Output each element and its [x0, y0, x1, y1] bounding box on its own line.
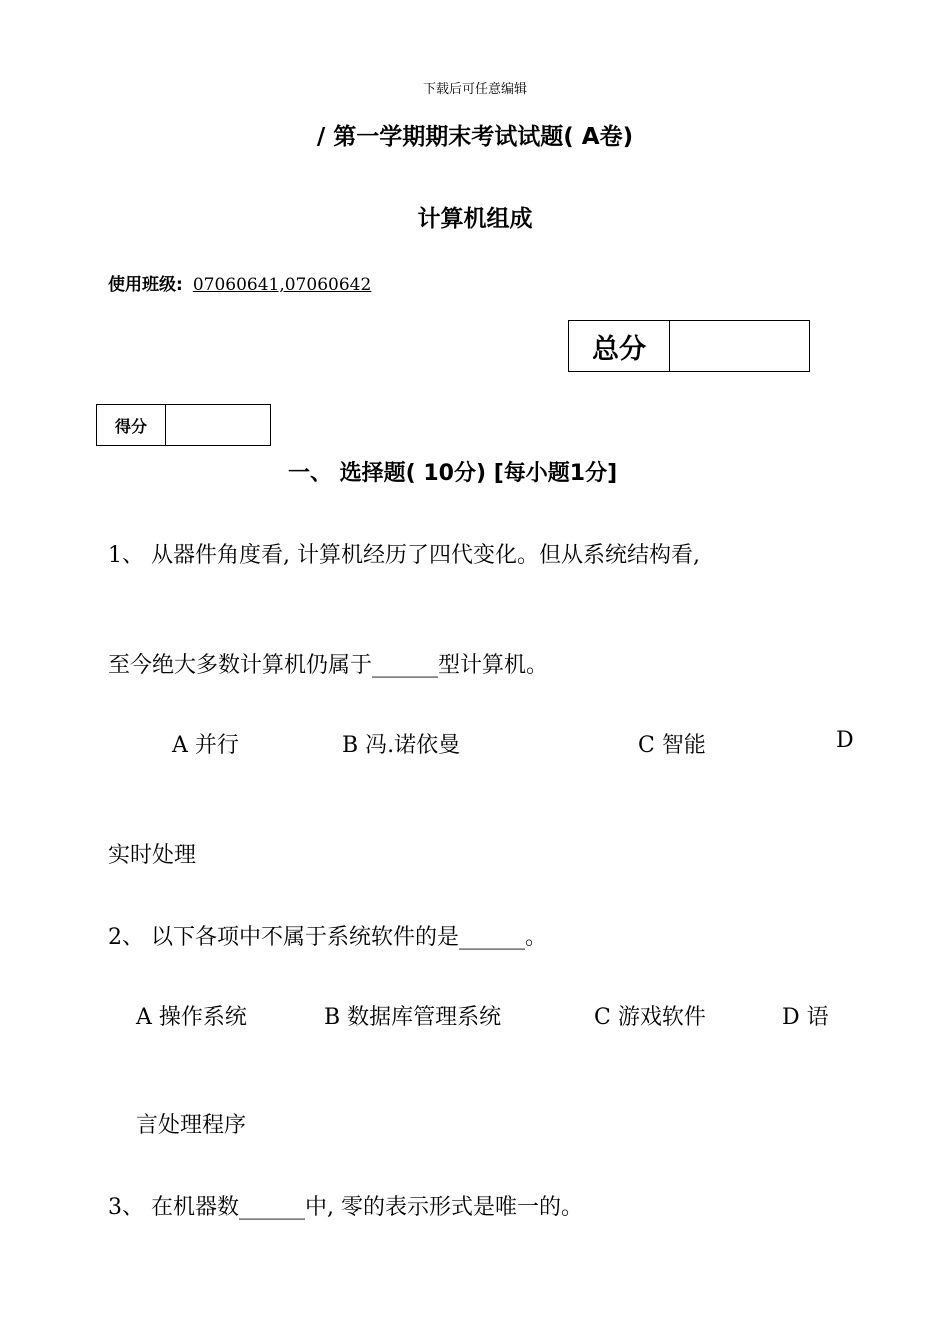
total-score-box	[568, 320, 810, 372]
class-line	[108, 270, 381, 295]
total-score-label: 总分	[569, 321, 670, 371]
q1-option-c: C 智能	[638, 733, 706, 758]
class-label: 使用班级:	[108, 275, 183, 295]
section-title: 一、 选择题( 10分) [每小题1分]	[288, 461, 618, 486]
section-score-cell	[166, 405, 270, 445]
q1-option-d: D	[836, 728, 854, 753]
class-value: 07060641,07060642	[192, 275, 372, 295]
q1-line2: 至今绝大多数计算机仍属于______型计算机。	[108, 653, 549, 678]
q2-option-d: D 语	[782, 1005, 829, 1030]
q3-line1: 3、 在机器数______中, 零的表示形式是唯一的。	[108, 1195, 583, 1220]
exam-title: / 第一学期期末考试试题( A卷)	[316, 124, 634, 150]
q1-line1: 1、 从器件角度看, 计算机经历了四代变化。但从系统结构看,	[108, 543, 700, 568]
q1-option-d-cont: 实时处理	[108, 843, 197, 868]
q2-line1: 2、 以下各项中不属于系统软件的是______。	[108, 925, 547, 950]
section-score-label: 得分	[97, 405, 166, 445]
q2-option-b: B 数据库管理系统	[324, 1005, 502, 1030]
total-score-cell	[670, 321, 809, 371]
subject-title: 计算机组成	[417, 206, 533, 232]
q2-option-d-cont: 言处理程序	[136, 1113, 247, 1138]
q2-option-a: A 操作系统	[136, 1005, 247, 1030]
q2-option-c: C 游戏软件	[594, 1005, 706, 1030]
section-score-box	[96, 404, 271, 446]
header-note: 下载后可任意编辑	[422, 82, 527, 97]
q1-option-a: A 并行	[172, 733, 239, 758]
q1-option-b: B 冯.诺依曼	[342, 733, 461, 758]
